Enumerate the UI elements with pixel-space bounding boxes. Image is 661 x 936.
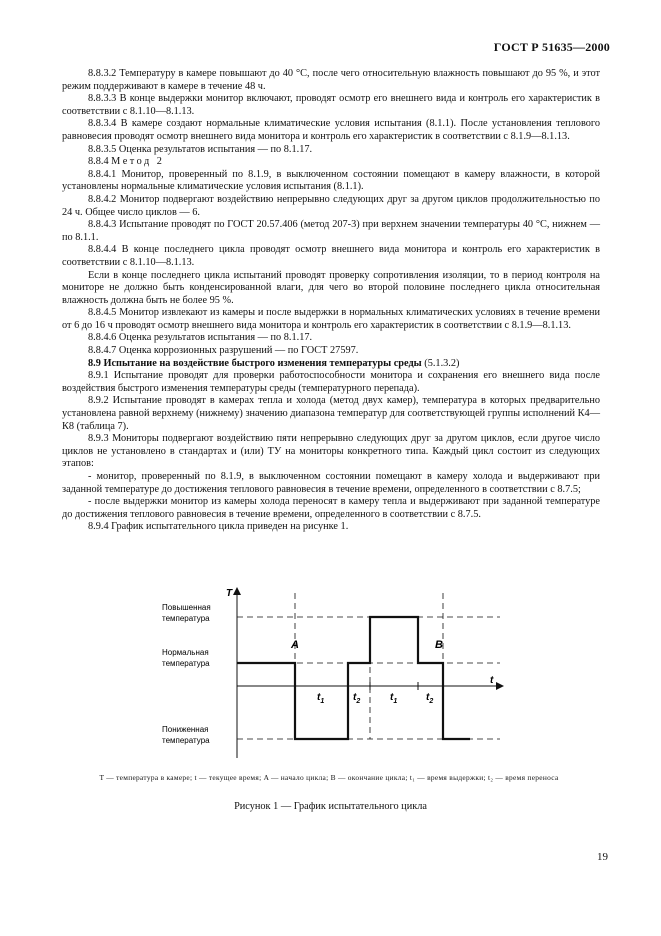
- paragraph: 8.8.3.5 Оценка результатов испытания — по 8.1.17.: [88, 143, 313, 155]
- section-ref: (5.1.3.2): [421, 357, 460, 369]
- cycle-end-label: B: [435, 639, 443, 651]
- temperature-profile: [237, 617, 470, 739]
- level-high-label: Повышенная: [162, 603, 211, 612]
- paragraph: 8.8.4.2 Монитор подвергают воздействию непрерывно следующих друг за другом циклов продолжительностью по 24 ч. Общее число циклов — 6.: [62, 193, 600, 218]
- paragraph: 8.9.3 Мониторы подвергают воздействию пяти непрерывно следующих друг за другом циклов, если другое число циклов не установлено в стандартах и (или) ТУ на мониторы конкретного типа. Каждый цикл состоит из следующих этапов:: [62, 433, 600, 470]
- paragraph: 8.9.2 Испытание проводят в камерах тепла и холода (метод двух камер), температура в которых предварительно установлена равной верхнему (нижнему) значению диапазона температур для соответствующей группы исполнений К4—К8 (таблица 7).: [62, 395, 600, 432]
- level-low-label-2: температура: [162, 736, 210, 745]
- cycle-start-label: A: [291, 639, 299, 651]
- paragraph: 8.8.4.6 Оценка результатов испытания — по 8.1.17.: [88, 332, 313, 344]
- level-normal-label: Нормальная: [162, 648, 209, 657]
- figure-title: Рисунок 1 — График испытательного цикла: [234, 801, 427, 812]
- axis-y-label: T: [226, 588, 233, 599]
- paragraph: 8.9.4 График испытательного цикла приведен на рисунке 1.: [88, 521, 349, 533]
- method-heading: [62, 156, 600, 169]
- t2-label: $t_2$: [353, 692, 361, 705]
- t1-label: $t_1$: [390, 692, 398, 705]
- paragraph: 8.8.4.1 Монитор, проверенный по 8.1.9, в выключенном состоянии помещают в камеру влажности, в которой установлены нормальные климатические условия испытания (8.1.1).: [62, 168, 600, 193]
- method-title: Метод 2: [111, 156, 165, 168]
- standard-header: ГОСТ Р 51635—2000: [493, 40, 610, 54]
- document-body: [62, 68, 600, 534]
- paragraph: 8.8.4.4 В конце последнего цикла проводят осмотр внешнего вида монитора и контроль его характеристик в соответствии с 8.1.10—8.1.13.: [62, 244, 600, 268]
- figure-legend: T — температура в камере; t — текущее время; A — начало цикла; B — окончание цикла; t₁ — время выдержки; t₂ — время переноса: [99, 773, 559, 782]
- test-cycle-graph: [160, 583, 520, 763]
- paragraph: 8.9.1 Испытание проводят для проверки работоспособности монитора и сохранения его внешнего вида после воздействия быстрого изменения температуры среды (температурного перепада).: [62, 370, 600, 394]
- axis-x-label: t: [490, 675, 494, 686]
- paragraph: - после выдержки монитор из камеры холода переносят в камеру тепла и выдерживают при заданной температуре до достижения теплового равновесия в течение времени, определенного в соответствии с 8.7.5.: [62, 496, 600, 520]
- level-high-label-2: температура: [162, 614, 210, 623]
- paragraph: 8.8.4.3 Испытание проводят по ГОСТ 20.57.406 (метод 207-3) при верхнем значении температуры 40 °С, нижнем — по 8.1.1.: [62, 219, 600, 243]
- t1-label: $t_1$: [317, 692, 325, 705]
- level-low-label: Пониженная: [162, 725, 209, 734]
- paragraph: 8.8.4.7 Оценка коррозионных разрушений — по ГОСТ 27597.: [88, 345, 359, 357]
- method-number: 8.8.4: [88, 156, 109, 168]
- paragraph: - монитор, проверенный по 8.1.9, в выключенном состоянии помещают в камеру холода и выдерживают при заданной температуре до достижения теплового равновесия в течение времени, определенного в соответствии с 8.7.5;: [62, 471, 600, 495]
- page-number: 19: [597, 851, 608, 863]
- section-title: 8.9 Испытание на воздействие быстрого изменения температуры среды: [88, 357, 422, 369]
- paragraph: 8.8.3.2 Температуру в камере повышают до 40 °С, после чего относительную влажность повышают до 95 %, и этот режим поддерживают в камере в течение 48 ч.: [62, 68, 600, 92]
- section-heading: [62, 358, 600, 371]
- paragraph: Если в конце последнего цикла испытаний проводят проверку сопротивления изоляции, то в период контроля на мониторе не должно быть конденсированной влаги, для чего во второй половине последнего цикла относительная влажность должна быть не более 95 %.: [62, 269, 600, 306]
- paragraph: 8.8.3.4 В камере создают нормальные климатические условия испытания (8.1.1). После установления теплового равновесия проводят осмотр внешнего вида монитора и контроль его характеристик в соответствии с 8.1.9—8.1.13.: [62, 118, 600, 142]
- level-normal-label-2: температура: [162, 659, 210, 668]
- paragraph: 8.8.3.3 В конце выдержки монитор включают, проводят осмотр его внешнего вида и контроль его характеристик в соответствии с 8.1.10—8.1.13.: [62, 93, 600, 117]
- paragraph: 8.8.4.5 Монитор извлекают из камеры и после выдержки в нормальных климатических условиях в течение времени от 6 до 16 ч проводят осмотр внешнего вида монитора и контроль его характеристик в соответствии с 8.1.9—8.1.13.: [62, 307, 600, 331]
- t2-label: $t_2$: [426, 692, 434, 705]
